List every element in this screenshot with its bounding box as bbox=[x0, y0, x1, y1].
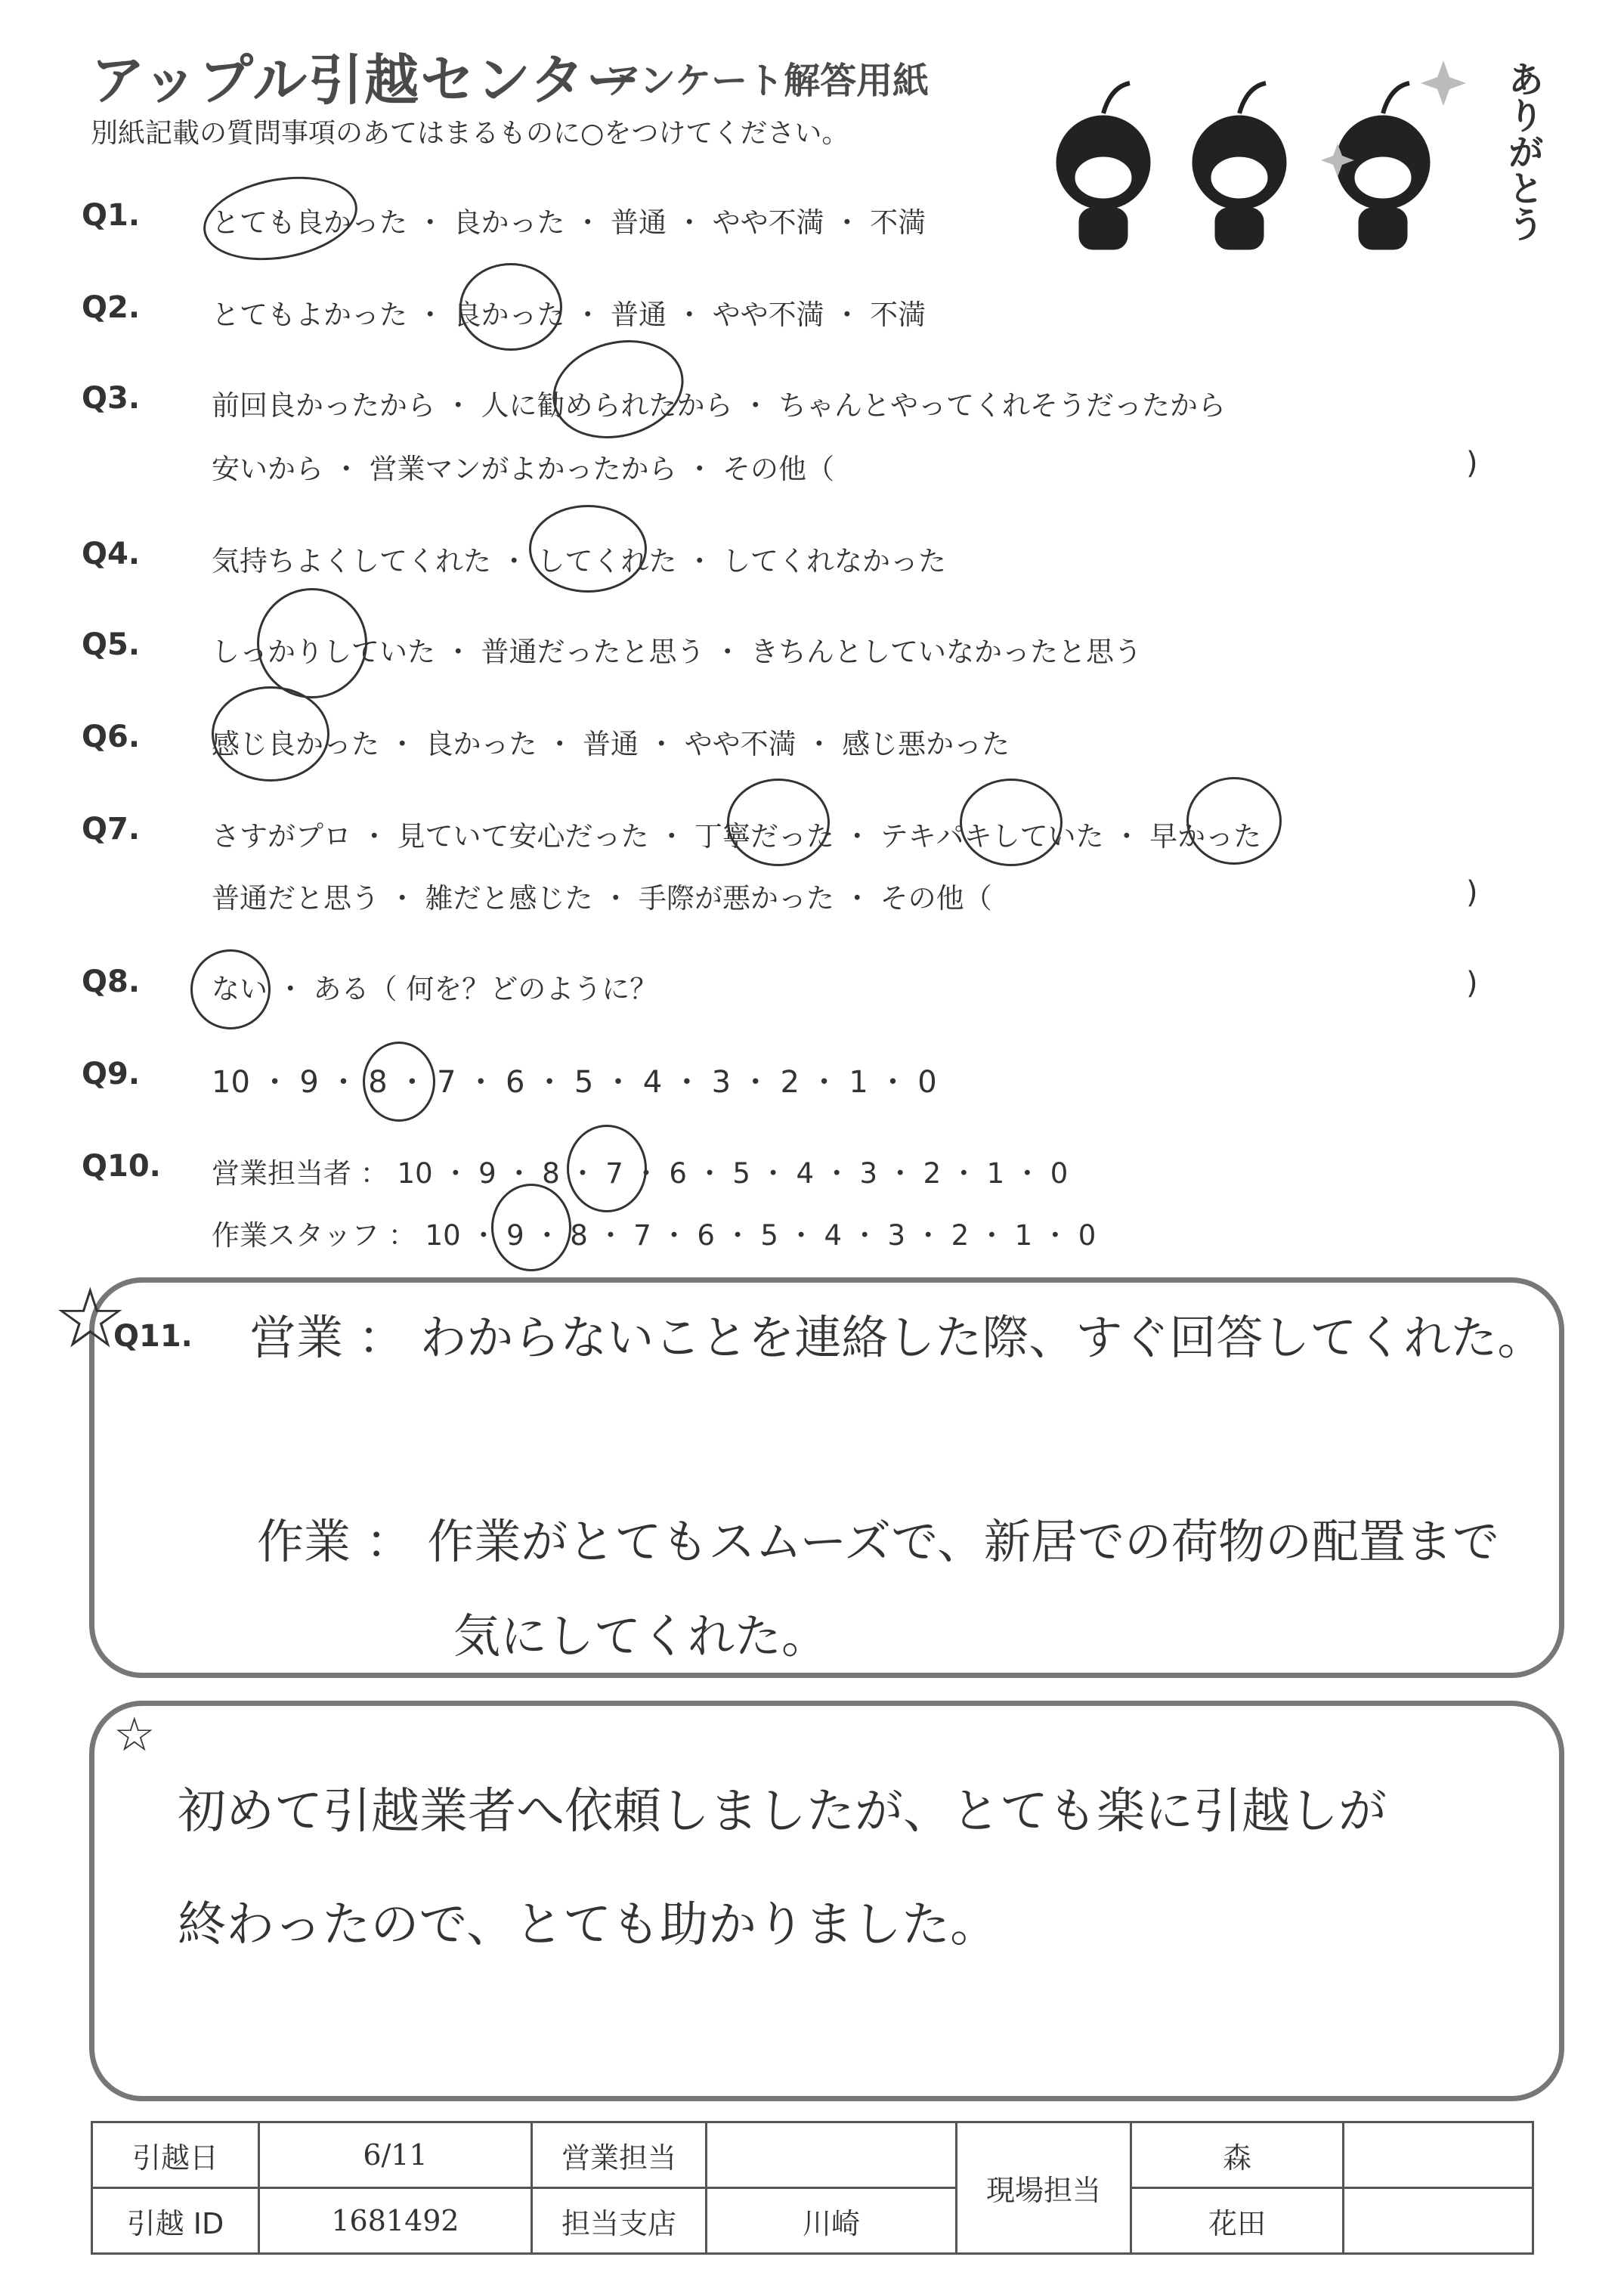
move-date-label: 引越日 bbox=[92, 2122, 259, 2188]
q8-options: ない ・ ある（ 何を？どのように？ bbox=[212, 973, 658, 1005]
answer-circle-q6 bbox=[212, 686, 329, 782]
mascot-illustration bbox=[1020, 30, 1534, 257]
move-date-value: 6/11 bbox=[259, 2122, 532, 2188]
q7-number: Q7. bbox=[82, 812, 141, 847]
answer-circle-q2 bbox=[459, 263, 562, 351]
q4-number: Q4. bbox=[82, 537, 141, 571]
q10-sales-scale: 営業担当者 ： 10 ・ 9 ・ 8 ・ 7 ・ 6 ・ 5 ・ 4 ・ 3 ・ 2 ・ 1 ・ 0 bbox=[212, 1157, 1069, 1190]
answer-circle-q5 bbox=[257, 588, 367, 698]
answer-circle-q9 bbox=[363, 1042, 435, 1122]
instruction-text: 別紙記載の質問事項のあてはまるものに○をつけてください。 bbox=[91, 118, 849, 149]
sales-rep-label: 営業担当 bbox=[532, 2122, 707, 2188]
q11-answer-line2: 作業 ： 作業がとてもスムーズで、新居での荷物の配置まで bbox=[257, 1514, 1499, 1569]
form-title: アンケート解答用紙 bbox=[605, 60, 930, 102]
answer-circle-q8 bbox=[190, 949, 271, 1029]
footer-info-table bbox=[91, 2121, 1534, 2255]
mascot-text: ありがとう bbox=[1502, 60, 1544, 242]
answer-circle-q3 bbox=[542, 326, 695, 452]
q2-number: Q2. bbox=[82, 290, 141, 325]
q3-close-paren: ) bbox=[1466, 446, 1478, 481]
comment-line1: 初めて引越業者へ依頼しましたが、とても楽に引越しが bbox=[178, 1784, 1387, 1840]
q5-number: Q5. bbox=[82, 627, 141, 662]
answer-circle-q7-fast bbox=[1186, 777, 1282, 865]
branch-value: 川崎 bbox=[707, 2188, 957, 2254]
branch-label: 担当支店 bbox=[532, 2188, 707, 2254]
q11-answer-line1: 営業 ： わからないことを連絡した際、すぐ回答してくれた。 bbox=[249, 1310, 1545, 1365]
q4-options: 気持ちよくしてくれた ・ してくれた ・ してくれなかった bbox=[212, 545, 947, 577]
q8-number: Q8. bbox=[82, 964, 141, 999]
answer-circle-q10-sales bbox=[567, 1125, 647, 1212]
blank-cell-bottom bbox=[1344, 2188, 1533, 2254]
comment-line2: 終わったので、とても助かりました。 bbox=[178, 1897, 999, 1953]
q7-options-line1: さすがプロ ・ 見ていて安心だった ・ 丁寧だった ・ テキパキしていた ・ 早かった bbox=[212, 820, 1262, 853]
q6-options: 感じ良かった ・ 良かった ・ 普通 ・ やや不満 ・ 感じ悪かった bbox=[212, 728, 1010, 760]
company-name: アップル引越センター bbox=[91, 48, 642, 112]
q7-close-paren: ) bbox=[1466, 875, 1478, 910]
q1-options: とても良かった ・ 良かった ・ 普通 ・ やや不満 ・ 不満 bbox=[212, 206, 926, 239]
q9-number: Q9. bbox=[82, 1057, 141, 1091]
q9-scale: 10 ・ 9 ・ 8 ・ 7 ・ 6 ・ 5 ・ 4 ・ 3 ・ 2 ・ 1 ・ 0 bbox=[212, 1065, 937, 1100]
move-id-label: 引越 ID bbox=[92, 2188, 259, 2254]
answer-circle-q10-staff bbox=[491, 1184, 571, 1271]
site-rep-1: 森 bbox=[1131, 2122, 1344, 2188]
answer-circle-q4 bbox=[529, 505, 647, 593]
q11-number: Q11. bbox=[113, 1319, 193, 1354]
q7-options-line2: 普通だと思う ・ 雑だと感じた ・ 手際が悪かった ・ その他（ bbox=[212, 882, 992, 915]
q3-number: Q3. bbox=[82, 381, 141, 416]
answer-circle-q1 bbox=[196, 166, 363, 271]
q6-number: Q6. bbox=[82, 720, 141, 754]
q5-options: しっかりしていた ・ 普通だったと思う ・ きちんとしていなかったと思う bbox=[212, 636, 1143, 668]
q2-options: とてもよかった ・ 良かった ・ 普通 ・ やや不満 ・ 不満 bbox=[212, 299, 926, 331]
q11-answer-line3: 気にしてくれた。 bbox=[453, 1608, 829, 1664]
q3-options-line2: 安いから ・ 営業マンがよかったから ・ その他（ bbox=[212, 453, 835, 485]
answer-circle-q7-polite bbox=[727, 779, 830, 866]
q10-number: Q10. bbox=[82, 1149, 161, 1184]
star-mark-comment: ☆ bbox=[113, 1707, 156, 1762]
blank-cell-top bbox=[1344, 2122, 1533, 2188]
move-id-value: 1681492 bbox=[259, 2188, 532, 2254]
q1-number: Q1. bbox=[82, 198, 141, 233]
q10-staff-scale: 作業スタッフ ： 10 ・ 9 ・ 8 ・ 7 ・ 6 ・ 5 ・ 4 ・ 3 ・ 2 ・ 1 ・ 0 bbox=[212, 1219, 1097, 1252]
sales-rep-value bbox=[707, 2122, 957, 2188]
site-rep-label: 現場担当 bbox=[957, 2122, 1131, 2254]
q8-close-paren: ) bbox=[1466, 966, 1478, 1001]
q3-options-line1: 前回良かったから ・ 人に勧められたから ・ ちゃんとやってくれそうだったから bbox=[212, 389, 1227, 422]
site-rep-2: 花田 bbox=[1131, 2188, 1344, 2254]
answer-circle-q7-brisk bbox=[960, 779, 1063, 866]
star-mark-q11: ☆ bbox=[53, 1270, 128, 1367]
